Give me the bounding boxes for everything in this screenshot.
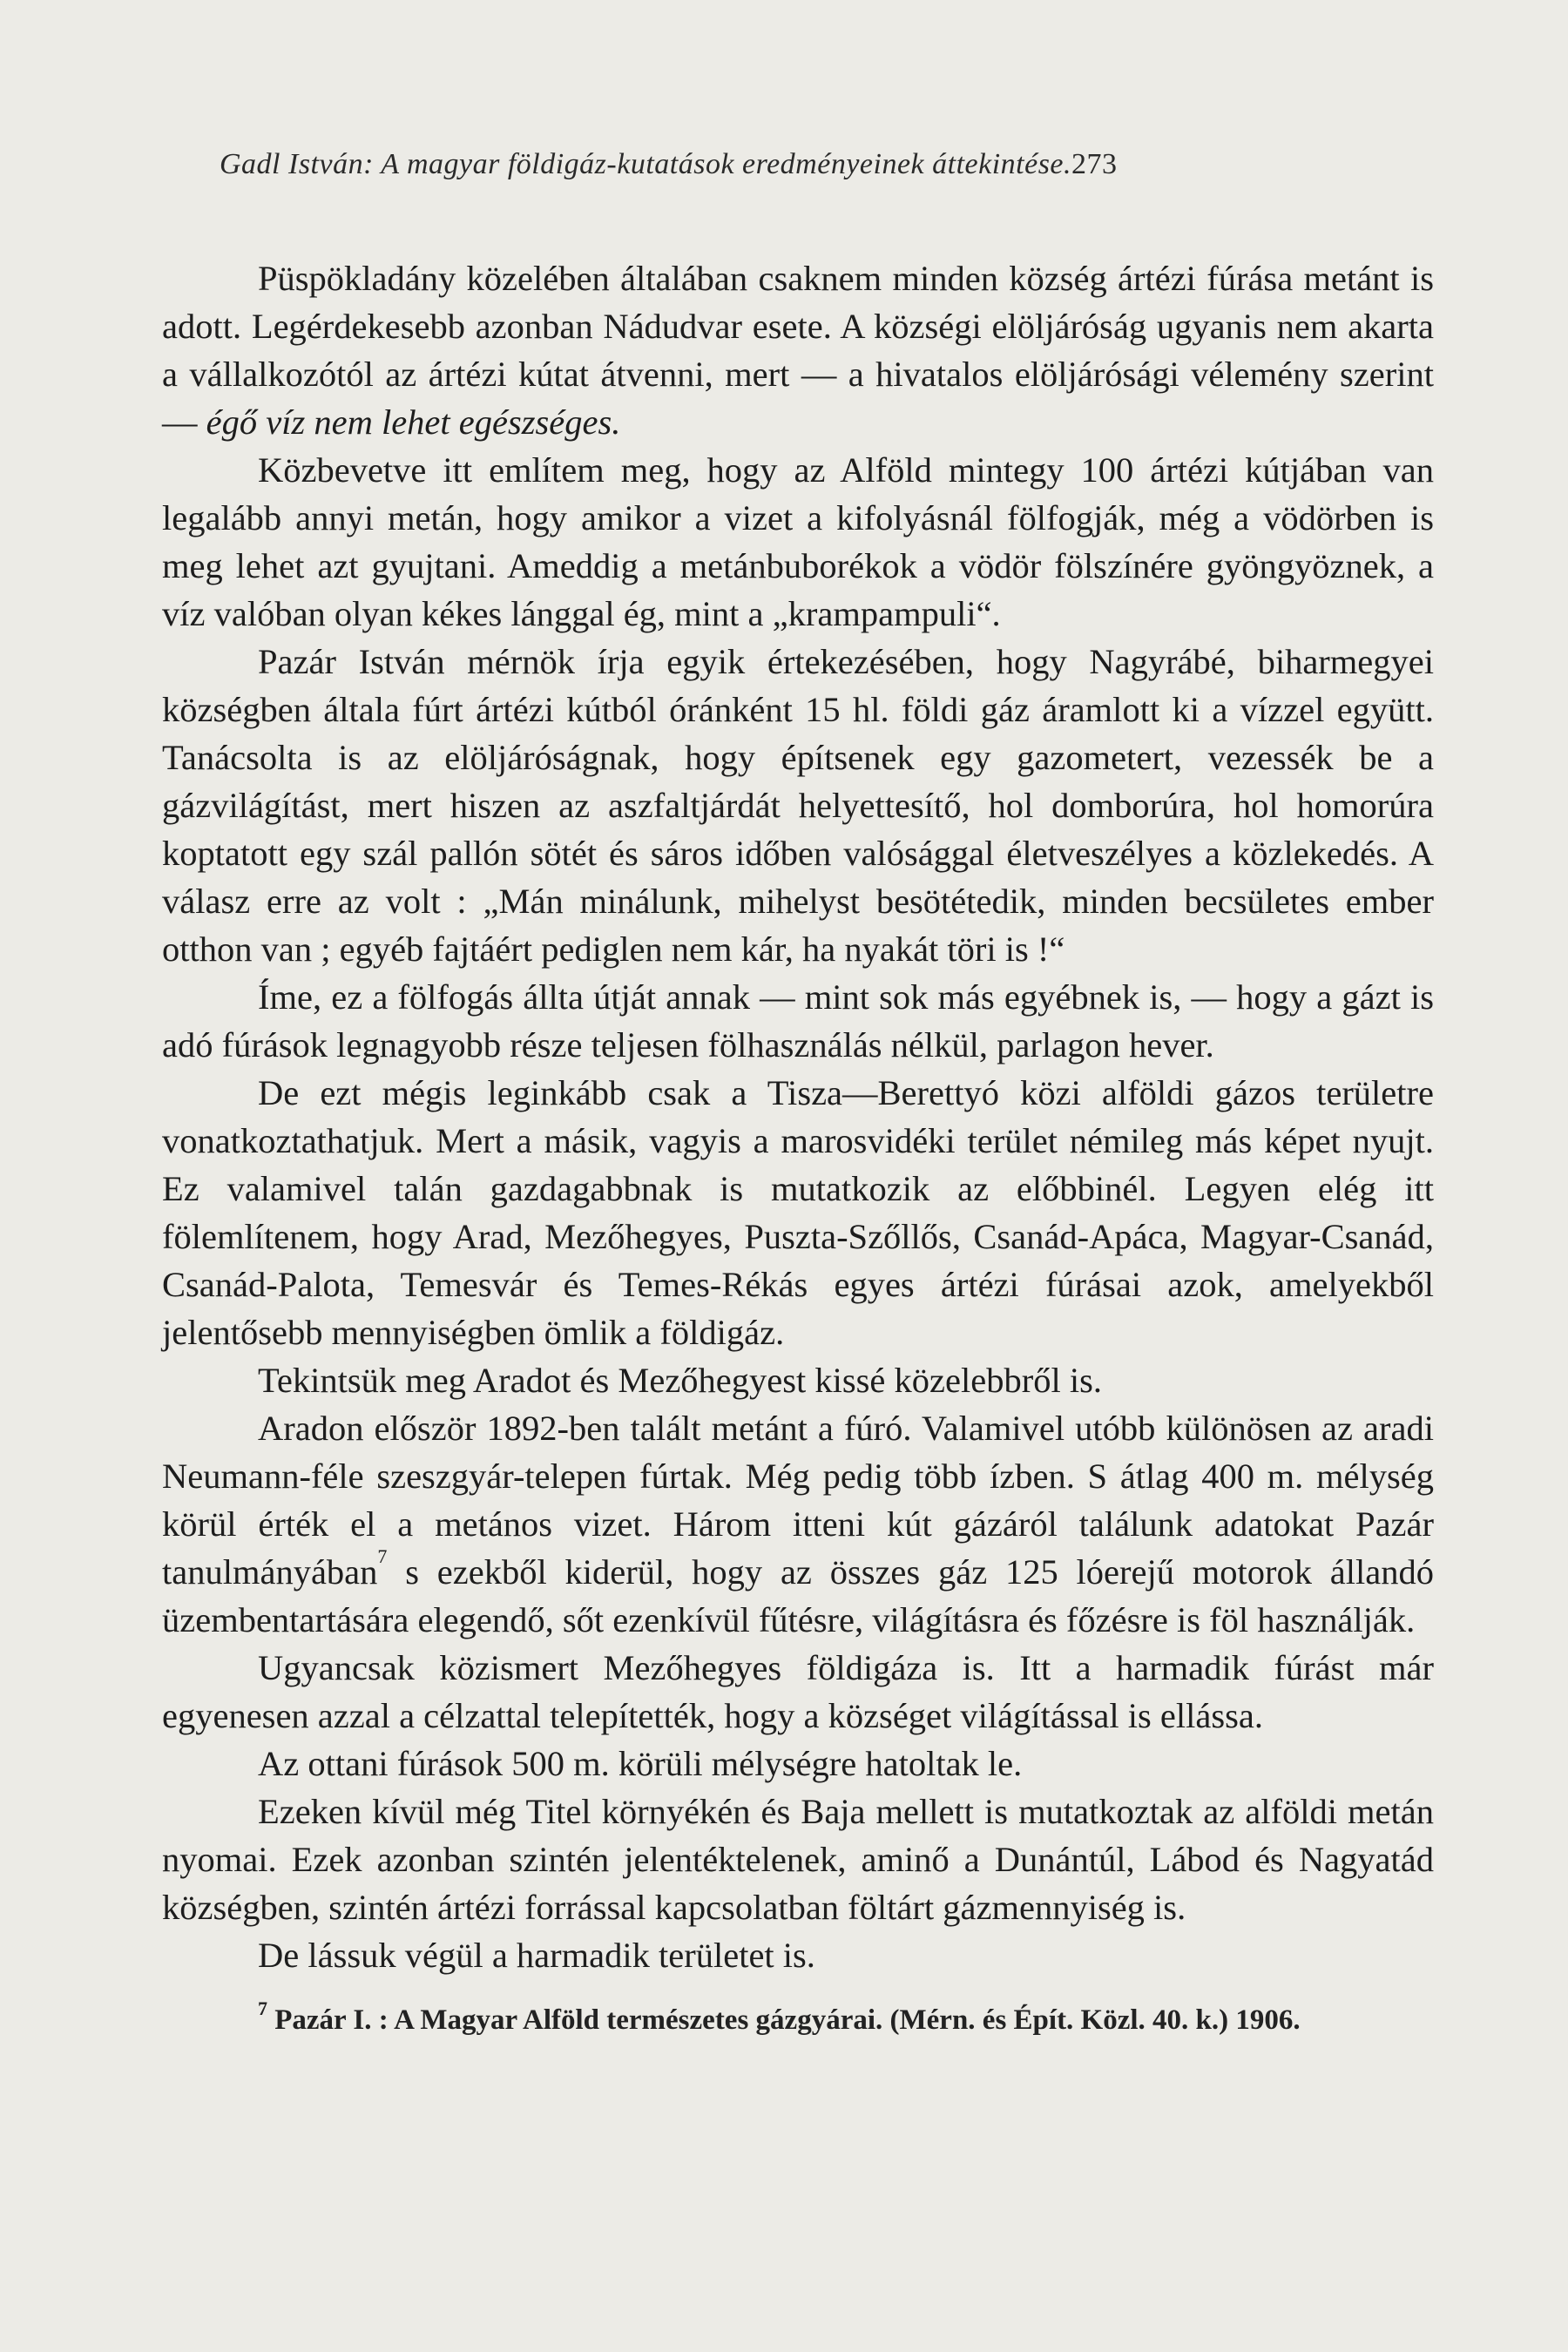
book-page <box>162 148 1434 2040</box>
paragraph-2: Közbevetve itt említem meg, hogy az Alföld mintegy 100 ártézi kútjában van legalább annyi metán, hogy amikor a vizet a kifolyásnál fölfogják, még a vödörben is meg lehet azt gyujtani. Ameddig a metánbuborékok a vödör fölszínére gyöngyöznek, a víz valóban olyan kékes lánggal ég, mint a „krampampuli“. <box>162 450 1434 633</box>
paragraph-6: Tekintsük meg Aradot és Mezőhegyest kissé közelebbről is. <box>258 1361 1102 1400</box>
paragraph-8: Ugyancsak közismert Mezőhegyes földigáza is. Itt a harmadik fúrást már egyenesen azzal a célzattal telepítették, hogy a községet világítással is ellássa. <box>162 1648 1434 1735</box>
paragraph-7-text-b: s ezekből kiderül, hogy az összes gáz 125 lóerejű motorok állandó üzembentartására elegendő, sőt ezenkívül fűtésre, világításra és főzésre is föl használják. <box>162 1552 1434 1639</box>
paragraph-3: Pazár István mérnök írja egyik értekezésében, hogy Nagyrábé, biharmegyei községben általa fúrt ártézi kútból óránként 15 hl. földi gáz áramlott ki a vízzel együtt. Tanácsolta is az elöljáróságnak, hogy építsenek egy gazometert, vezessék be a gázvilágítást, mert hiszen az aszfaltjárdát helyettesítő, hol domborúra, hol homorúra koptatott egy szál pallón sötét és sáros időben valósággal életveszélyes a közlekedés. A válasz erre az volt : „Mán minálunk, mihelyst besötétedik, minden becsületes ember otthon van ; egyéb fajtáért pediglen nem kár, ha nyakát töri is !“ <box>162 642 1434 969</box>
paragraph-1 <box>162 254 1434 446</box>
paragraph-10: Ezeken kívül még Titel környékén és Baja mellett is mutatkoztak az alföldi metán nyomai. Ezek azonban szintén jelentéktelenek, aminő a Dunántúl, Lábod és Nagyatád községben, szintén ártézi forrással kapcsolatban föltárt gázmennyiség is. <box>162 1792 1434 1927</box>
paragraph-1-text: Püspökladány közelében általában csaknem minden község ártézi fúrása metánt is adott. Legérdekesebb azonban Nádudvar esete. A községi elöljáróság ugyanis nem akarta a vállalkozótól az ártézi kútat átvenni, mert — a hivatalos elöljárósági vélemény szerint — <box>162 259 1434 442</box>
body-text <box>162 254 1434 1979</box>
paragraph-5: De ezt mégis leginkább csak a Tisza—Berettyó közi alföldi gázos területre vonatkoztathatjuk. Mert a másik, vagyis a marosvidéki terület némileg más képet nyujt. Ez valamivel talán gazdagabbnak is mutatkozik az előbbinél. Legyen elég itt fölemlítenem, hogy Arad, Mezőhegyes, Puszta-Szőllős, Csanád-Apáca, Magyar-Csanád, Csanád-Palota, Temesvár és Temes-Rékás egyes ártézi fúrásai azok, amelyekből jelentősebb mennyiségben ömlik a földigáz. <box>162 1073 1434 1352</box>
paragraph-1-emphasis: égő víz nem lehet egészséges. <box>206 402 621 442</box>
footnote-marker: 7 <box>258 1997 267 2019</box>
paragraph-9: Az ottani fúrások 500 m. körüli mélységre hatoltak le. <box>258 1744 1023 1783</box>
footnote-text: Pazár I. : A Magyar Alföld természetes gázgyárai. (Mérn. és Épít. Közl. 40. k.) 1906. <box>267 2004 1301 2036</box>
paragraph-4: Íme, ez a fölfogás állta útját annak — mint sok más egyébnek is, — hogy a gázt is adó fúrások legnagyobb része teljesen fölhasználás nélkül, parlagon hever. <box>162 977 1434 1064</box>
header-author: Gadl István <box>220 148 364 180</box>
paragraph-7-text-a: Aradon először 1892-ben talált metánt a fúró. Valamivel utóbb különösen az aradi Neumann-féle szeszgyár-telepen fúrtak. Még pedig több ízben. S átlag 400 m. mélység körül érték el a metános vizet. Három itteni kút gázáról találunk adatokat Pazár tanulmányában <box>162 1409 1434 1592</box>
footnote <box>162 1997 1434 2040</box>
header-title: : A magyar földigáz-kutatások eredményeinek áttekintése. <box>363 148 1072 180</box>
page-number: 273 <box>1071 148 1118 180</box>
footnote-reference: 7 <box>377 1545 388 1567</box>
paragraph-7 <box>162 1404 1434 1644</box>
running-header <box>220 148 1434 181</box>
paragraph-11: De lássuk végül a harmadik területet is. <box>258 1936 815 1975</box>
